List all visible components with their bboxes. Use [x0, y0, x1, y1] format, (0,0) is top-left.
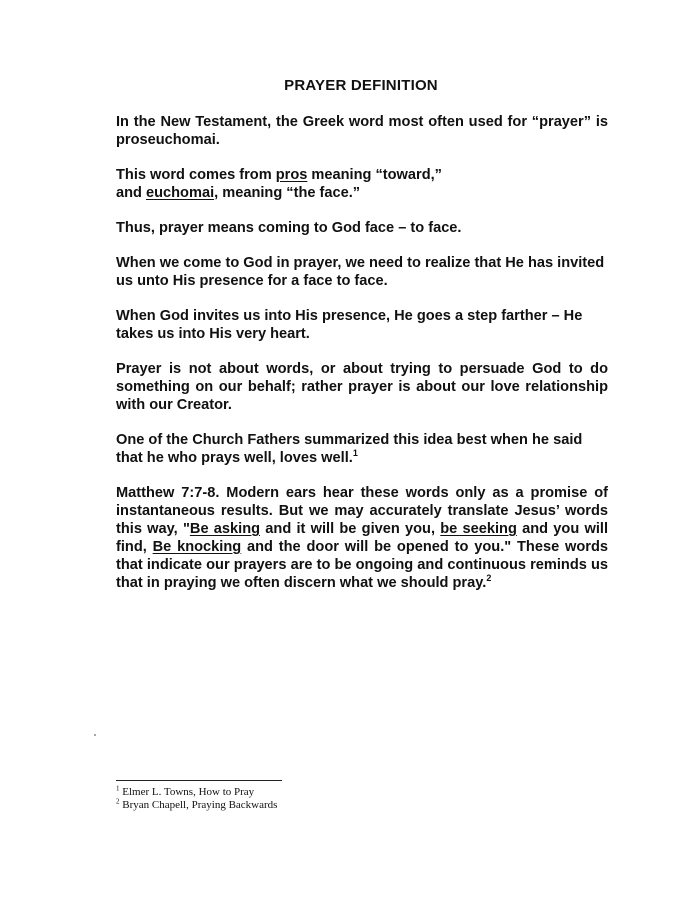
footnote-text: Bryan Chapell, Praying Backwards — [122, 799, 278, 811]
word-pros: pros — [275, 167, 308, 183]
footnote-number: 2 — [116, 797, 120, 806]
matthew-text: Matthew 7:7-8. Modern ears hear these words only as a promise of instantaneous results. But we may accurately translate Jesus’ words this way, " — [116, 485, 608, 537]
paragraph-greek-word: In the New Testament, the Greek word most often used for “prayer” is proseuchomai. — [116, 114, 608, 148]
church-fathers-text: One of the Church Fathers summarized this idea best when he said that he who prays well, loves well. — [116, 432, 583, 466]
page-title: PRAYER DEFINITION — [284, 77, 438, 94]
footnote-ref-1: 1 — [352, 448, 358, 459]
phrase-be-asking: Be asking — [189, 521, 261, 537]
origin-text: , meaning “the face.” — [214, 185, 361, 201]
paragraph-face-to-face: Thus, prayer means coming to God face – to face. — [116, 220, 462, 236]
footnotes — [116, 786, 277, 812]
phrase-be-seeking: be seeking — [440, 521, 517, 537]
footnote-1 — [116, 786, 277, 799]
footnote-2 — [116, 799, 277, 812]
paragraph-matthew — [116, 484, 608, 592]
matthew-text: and it will be given you, — [260, 521, 441, 537]
paragraph-word-origin — [116, 166, 608, 202]
paragraph-very-heart: When God invites us into His presence, He goes a step farther – He takes us into His very heart. — [116, 308, 583, 342]
origin-text: This word comes from — [116, 167, 276, 183]
document-body — [116, 113, 608, 609]
origin-text: and — [116, 185, 146, 201]
paragraph-invited: When we come to God in prayer, we need to realize that He has invited us unto His presence for a face to face. — [116, 255, 605, 289]
phrase-be-knocking: Be knocking — [152, 539, 242, 555]
matthew-text: and the door will be opened to you." These words that indicate our prayers are to be ongoing and continuous reminds us that in praying we often discern what we should pray. — [116, 539, 608, 591]
footnote-divider — [116, 780, 282, 781]
footnote-number: 1 — [116, 784, 120, 793]
matthew-text: and you will find, — [116, 521, 609, 555]
footnote-ref-2: 2 — [486, 573, 492, 584]
origin-text: meaning “toward,” — [307, 167, 442, 183]
paragraph-church-fathers — [116, 431, 608, 467]
paragraph-not-about-words: Prayer is not about words, or about trying to persuade God to do something on our behalf; rather prayer is about our love relationship with our Creator. — [116, 361, 608, 413]
scan-speck — [94, 734, 96, 736]
word-euchomai: euchomai — [146, 185, 215, 201]
footnote-text: Elmer L. Towns, How to Pray — [122, 786, 255, 798]
